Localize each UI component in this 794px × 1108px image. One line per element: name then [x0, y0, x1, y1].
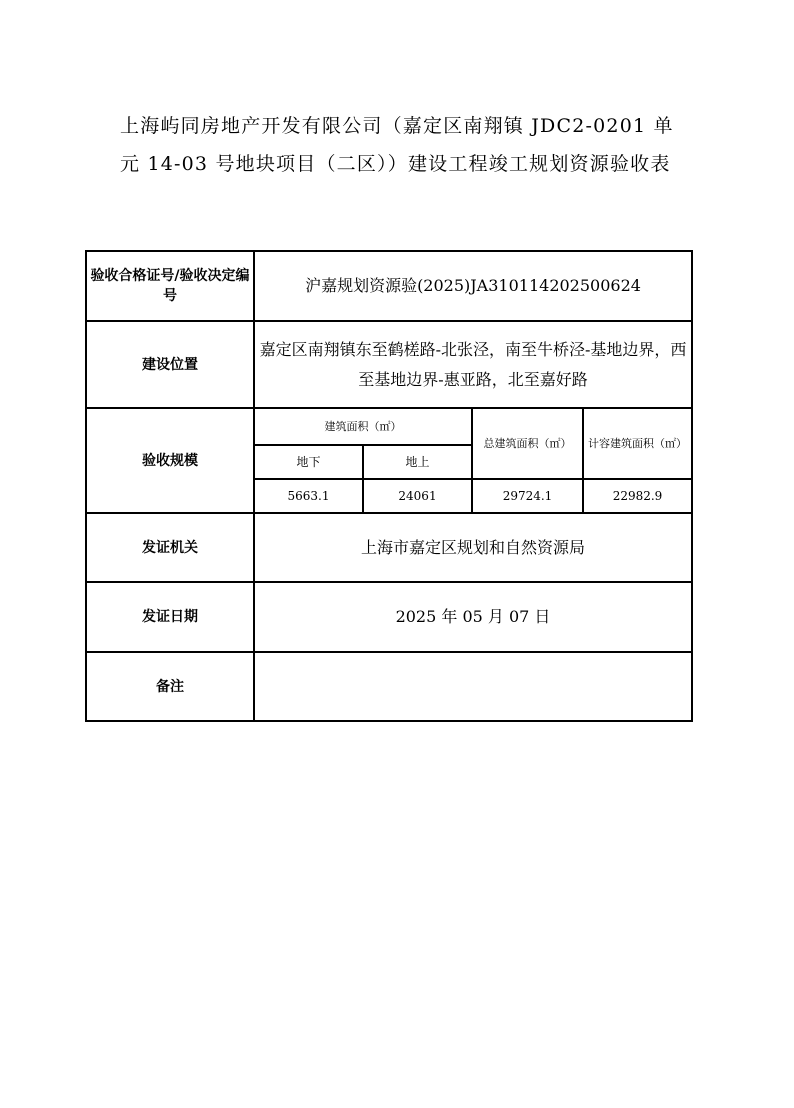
total-area-header: 总建筑面积（㎡）: [472, 408, 583, 479]
table-row-location: [86, 321, 692, 408]
table-row-date: [86, 582, 692, 652]
table-row-authority: [86, 513, 692, 582]
scale-label: 验收规模: [86, 408, 254, 513]
date-label: 发证日期: [86, 582, 254, 652]
location-label: 建设位置: [86, 321, 254, 408]
far-area-value: 22982.9: [583, 479, 692, 513]
cert-no-value: 沪嘉规划资源验(2025)JA310114202500624: [254, 251, 692, 321]
underground-header: 地下: [254, 445, 363, 479]
cert-no-label: 验收合格证号/验收决定编号: [86, 251, 254, 321]
location-value: 嘉定区南翔镇东至鹤槎路-北张泾，南至牛桥泾-基地边界，西至基地边界-惠亚路，北至嘉好路: [254, 321, 692, 408]
total-area-value: 29724.1: [472, 479, 583, 513]
aboveground-header: 地上: [363, 445, 472, 479]
acceptance-table: [85, 250, 693, 722]
underground-value: 5663.1: [254, 479, 363, 513]
table-row-cert-no: [86, 251, 692, 321]
far-area-header: 计容建筑面积（㎡）: [583, 408, 692, 479]
date-value: 2025 年 05 月 07 日: [254, 582, 692, 652]
aboveground-value: 24061: [363, 479, 472, 513]
building-area-header: 建筑面积（㎡）: [254, 408, 472, 445]
remarks-label: 备注: [86, 652, 254, 721]
table-row-remarks: [86, 652, 692, 721]
authority-value: 上海市嘉定区规划和自然资源局: [254, 513, 692, 582]
document-title: 上海屿同房地产开发有限公司（嘉定区南翔镇 JDC2-0201 单元 14-03 号地块项目（二区））建设工程竣工规划资源验收表: [120, 115, 674, 175]
authority-label: 发证机关: [86, 513, 254, 582]
table-row-scale-header: [86, 408, 692, 445]
remarks-value: [254, 652, 692, 721]
